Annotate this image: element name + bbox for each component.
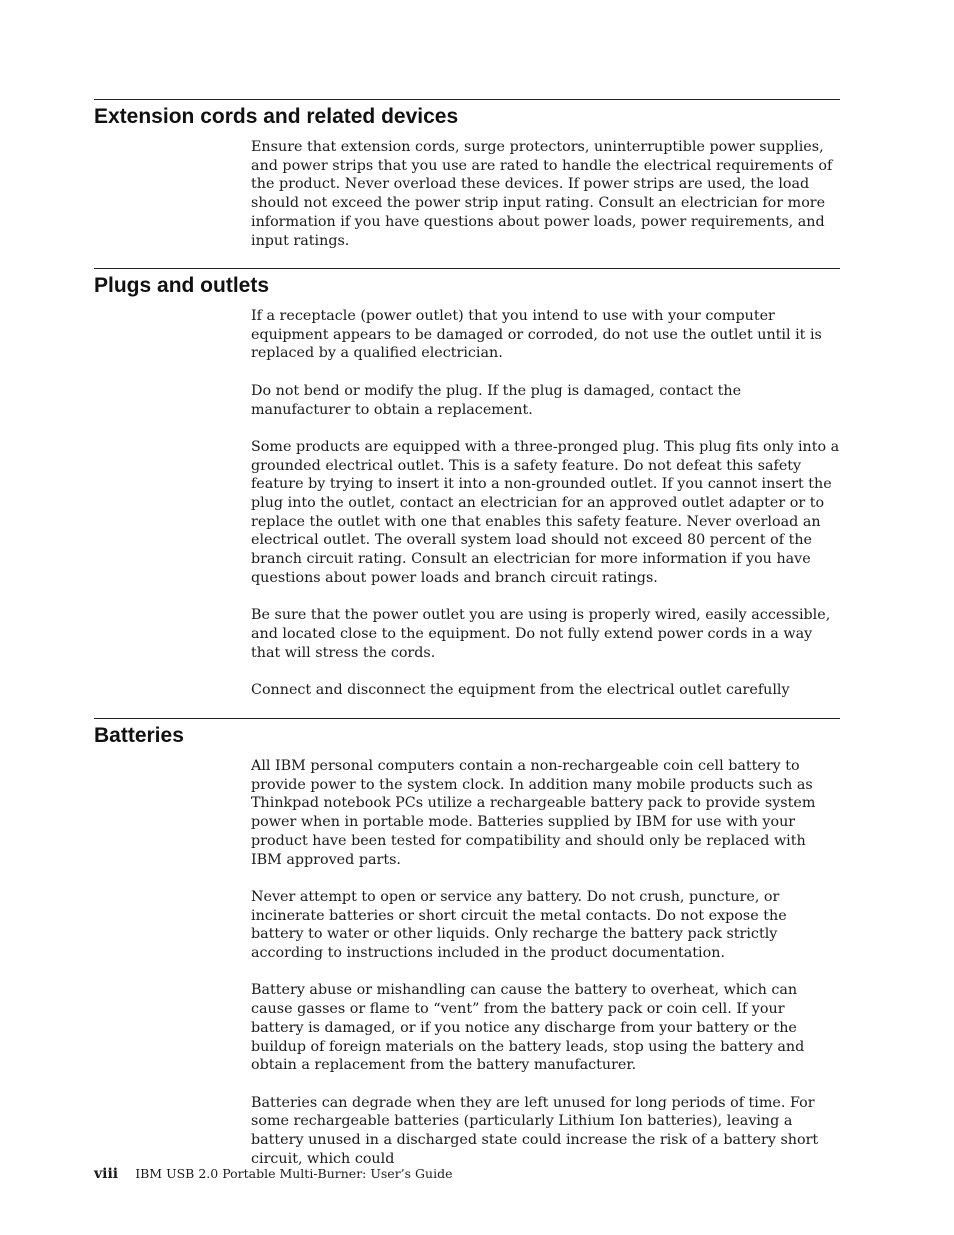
section-divider: [94, 268, 840, 269]
section-divider: [94, 99, 840, 100]
paragraph: Some products are equipped with a three-pronged plug. This plug fits only into a grounded electrical outlet. This is a safety feature. Do not defeat this safety feature by trying to insert it into a non-grounded outlet. If you cannot insert the plug into the outlet, contact an electrician for an approved outlet adapter or to replace the outlet with one that enables this safety feature. Never overload an electrical outlet. The overall system load should not exceed 80 percent of the branch circuit rating. Consult an electrician for more information if you have questions about power loads and branch circuit ratings.: [251, 438, 840, 586]
section-divider: [94, 718, 840, 719]
section-body: [251, 138, 840, 250]
paragraph: Do not bend or modify the plug. If the plug is damaged, contact the manufacturer to obtain a replacement.: [251, 382, 742, 418]
paragraph: Ensure that extension cords, surge protectors, uninterruptible power supplies, and power strips that you use are rated to handle the electrical requirements of the product. Never overload these devices. If power strips are used, the load should not exceed the power strip input rating. Consult an electrician for more information if you have questions about power loads, power requirements, and input ratings.: [251, 139, 833, 249]
paragraph: Be sure that the power outlet you are using is properly wired, easily accessible, and located close to the equipment. Do not fully extend power cords in a way that will stress the cords.: [251, 607, 831, 661]
section-body: [251, 307, 840, 700]
paragraph: Batteries can degrade when they are left unused for long periods of time. For some rechargeable batteries (particularly Lithium Ion batteries), leaving a battery unused in a discharged state could increase the risk of a battery short circuit, which could: [251, 1094, 819, 1167]
paragraph: If a receptacle (power outlet) that you intend to use with your computer equipment appears to be damaged or corroded, do not use the outlet until it is replaced by a qualified electrician.: [251, 308, 822, 362]
paragraph: Never attempt to open or service any battery. Do not crush, puncture, or incinerate batteries or short circuit the metal contacts. Do not expose the battery to water or other liquids. Only recharge the battery pack strictly according to instructions included in the product documentation.: [251, 888, 787, 962]
section-batteries: [94, 718, 840, 1168]
section-extension-cords: [94, 99, 840, 250]
paragraph: All IBM personal computers contain a non-rechargeable coin cell battery to provide power to the system clock. In addition many mobile products such as Thinkpad notebook PCs utilize a rechargeable battery pack to provide system power when in portable mode. Batteries supplied by IBM for use with your product have been tested for compatibility and should only be replaced with IBM approved parts.: [251, 758, 816, 868]
page-number: viii: [94, 1166, 119, 1182]
paragraph: Connect and disconnect the equipment from the electrical outlet carefully: [251, 682, 790, 698]
paragraph: Battery abuse or mishandling can cause the battery to overheat, which can cause gasses or flame to “vent” from the battery pack or coin cell. If your battery is damaged, or if you notice any discharge from your battery or the buildup of foreign materials on the battery leads, stop using the battery and obtain a replacement from the battery manufacturer.: [251, 982, 805, 1074]
section-heading: Extension cords and related devices: [94, 105, 459, 128]
section-heading: Plugs and outlets: [94, 274, 270, 297]
section-plugs-and-outlets: [94, 268, 840, 700]
footer-title: IBM USB 2.0 Portable Multi-Burner: User’s Guide: [135, 1166, 453, 1181]
section-heading: Batteries: [94, 724, 184, 747]
section-body: [251, 757, 840, 1168]
page-footer: [94, 1163, 452, 1182]
